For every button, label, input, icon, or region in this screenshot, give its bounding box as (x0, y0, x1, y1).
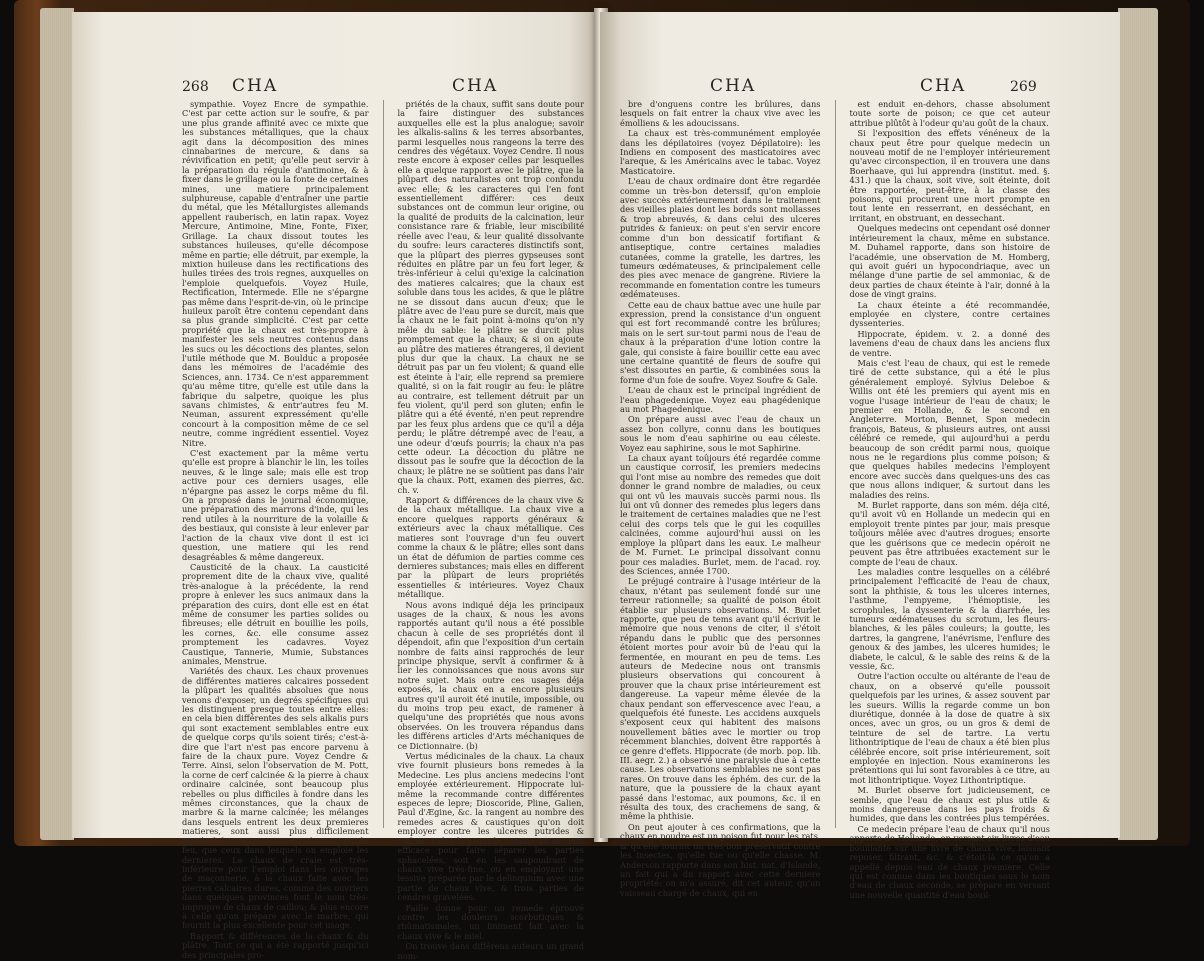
left-head-1: CHA (232, 76, 279, 96)
paragraph: Variétés des chaux. Les chaux provenues de différentes matieres calcaires possedent la plûpart les qualités absolues que nous venons d'exposer, un degrés spécifiques qui les distinguent presque toutes entre elles: en cela bien différentes des sels alkalis purs qui sont exactement semblables entre eux de quelque corps qu'ils soient tirés; c'est-à-dire que l'art n'est pas encore parvenu à faire de la chaux pure. Voyez Cendre & Terre. Ainsi, selon l'observation de M. Pott, la corne de cerf calcinée & la pierre à chaux ordinaire calcinée, sont beaucoup plus rebelles ou plus difficiles à fondre dans les mêmes circonstances, que la chaux de marbre & la marne calcinée; les mélanges dans lesquels entrent les deux premieres matieres, sont aussi plus difficilement portés à la transparence par le secours du feu, que ceux dans lesquels on emploie les dernieres. La chaux de craie est très-inférieure pour l'emploi dans les ouvrages de maçonnerie, à la chaux faite avec les pierres calcaires dures, comme des ouvriers dans quelques provinces font le nom très-impropre de chaux de caillou; & plus encore à celle qu'on prépare avec le marbre, qui fournit la plus excellente pour cet usage. (182, 666, 369, 931)
right-head-2: CHA (920, 76, 967, 96)
paragraph: On peut ajouter à ces confirmations, que la chaux en poudre est un poison fut pour les rats, & qu'elle fournit un très-bon préservatif contre les insectes, qu'elle tue ou qu'elle chasse. M. Anderson rapporte dans son hist. nat. d'Islande, un fait qui a du rapport avec cette derniere propriété: on m'a assuré, dit cet auteur, qu'un vaisseau chargé de chaux, qui en (620, 821, 821, 898)
paragraph: On prépare aussi avec l'eau de chaux un assez bon collyre, connu dans les boutiques sous le nom d'eau saphirine ou eau céleste. Voyez eau saphirine, sous le mot Saphirine. (620, 414, 821, 453)
paragraph: La chaux est très-communément employée dans les dépilatoires (voyez Dépilatoire): les Indiens en composent des masticatoires avec l'areque, & les Américains avec le tabac. Voyez Masticatoire. (620, 128, 821, 176)
left-page-number: 268 (182, 79, 209, 95)
paragraph: Mais c'est l'eau de chaux, qui est le remede tiré de cette substance, qui a été le plus généralement employé. Sylvius Deleboe & Willis ont été les premiers qui ayent mis en vogue l'usage intérieur de l'eau de chaux; le premier en Hollande, & le second en Angleterre. Morton, Bennet, Spon medecin françois, Bateus, & plusieurs autres, ont aussi célébré ce remede, qui aujourd'hui a perdu beaucoup de son crédit parmi nous, quoique nous ne le regardions plus comme poison; & que quelques habiles medecins l'employent encore avec succès dans quelques-uns des cas que nous allons indiquer, & surtout dans les maladies des reins. (849, 357, 1050, 500)
left-column-1 (182, 99, 369, 960)
paragraph: Rapport & différences de la chaux & du plâtre. Tout ce qui a été rapporté jusqu'ici des principales pro- (182, 930, 369, 960)
paragraph: Vertus médicinales de la chaux. La chaux vive fournit plusieurs bons remedes à la Medecine. Les plus anciens medecins l'ont employée extérieurement. Hippocrate lui-même la recommande contre différentes especes de lepre; Dioscoride, Pline, Galien, Paul d'Ægine, &c. la rangent au nombre des remedes acres & caustiques qu'on doit employer contre les ulceres putrides & malins. Celse la regarde comme un secours efficace pour faire séparer les parties sphacelées, soit en les saupoudrant de chaux vive très-fine, ou en employant une lessive préparée par le delinquium avec une partie de chaux vive, & trois parties de cendres gravelées. (397, 751, 584, 903)
paragraph: L'eau de chaux est le principal ingrédient de l'eau phagedenique. Voyez eau phagédenique au mot Phagedenique. (620, 385, 821, 414)
paragraph: Cette eau de chaux battue avec une huile par expression, prend la consistance d'un onguent qui est fort recommandé contre les brûlures; mais on le sert sur-tout parmi nous de l'eau de chaux à la préparation d'une lotion contre la gale, qui consiste à faire bouillir cette eau avec une certaine quantité de fleurs de soufre qui s'est dissoutes en partie, & combinées sous la forme d'un foie de soufre. Voyez Soufre & Gale. (620, 299, 821, 385)
left-running-head (72, 76, 600, 98)
paragraph: Quelques medecins ont cependant osé donner intérieurement la chaux, même en substance. M. Duhamel rapporte, dans son histoire de l'académie, une observation de M. Homberg, qui avoit guéri un hypocondriaque, avec un mélange d'une partie de sel ammoniac, & de deux parties de chaux éteinte à l'air, donné à la dose de vingt grains. (849, 223, 1050, 300)
right-columns (620, 99, 1050, 900)
paragraph: Rapport & différences de la chaux vive & de la chaux métallique. La chaux vive a encore quelques rapports généraux & extérieurs avec la chaux métallique. Ces matieres sont l'ouvrage d'un feu ouvert comme la chaux & le plâtre; elles sont dans un état de défumion de parties comme ces dernieres substances; mais elles en different par la plûpart de leurs propriétés essentielles & intérieures. Voyez Chaux métallique. (397, 495, 584, 600)
left-page (72, 12, 600, 961)
paragraph: On trouve dans différens auteurs un grand nom- (397, 941, 584, 961)
paragraph: Faille donne pour un remede éprouvé contre les douleurs scorbutiques & rhûmatismales, un liniment fait avec la chaux vive & le miel. (397, 902, 584, 941)
paragraph: M. Burlet rapporte, dans son mém. déja cité, qu'il avoit vû en Hollande un medecin qui en employoit trente pintes par jour, mais presque toûjours mêlée avec d'autres drogues; ensorte que les guérisons que ce medecin opéroit ne peuvent pas être attribuées exactement sur le compte de l'eau de chaux. (849, 500, 1050, 567)
right-column-1 (620, 99, 821, 898)
right-page-number: 269 (1010, 79, 1037, 95)
paragraph: Hippocrate, épidem. v. 2. a donné des lavemens d'eau de chaux dans les anciens flux de ventre. (849, 328, 1050, 358)
column-rule (835, 100, 836, 828)
paragraph: priétés de la chaux, suffit sans doute pour la faire distinguer des substances auxquelles elle est la plus analogue; savoir les alkalis-salins & les terres absorbantes, parmi lesquelles nous rangeons la terre des cendres des végétaux. Voyez Cendre. Il nous reste encore à exposer celles par lesquelles elle a quelque rapport avec le plâtre, que la plûpart des naturalistes ont trop confondu avec elle; & les caracteres qui l'en font essentiellement différer: ces deux substances ont de commun leur origine, ou la qualité de produits de la calcination, leur consistance rare & friable, leur miscibilité réelle avec l'eau, & leur qualité dissolvante du soufre: leurs caracteres distinctifs sont, que la plûpart des pierres gypseuses sont réduites en plâtre par un feu fort leger, & très-inférieur à celui qu'exige la calcination des matieres calcaires; que la chaux est soluble dans tous les acides, & que le plâtre ne se dissout dans aucun d'eux; que le plâtre avec de l'eau pure se durcit, mais que la chaux ne le fait point à-moins qu'on n'y mêle du sable: le plâtre se durcit plus promptement que la chaux; & si on ajoute au plâtre des matieres étrangeres, il devient plus dur que la chaux. La chaux ne se détruit pas par un feu violent; & quand elle est éteinte à l'air, elle reprend sa premiere qualité, si on la fait rougir au feu: le plâtre au contraire, est tellement détruit par un feu violent, qu'il perd son gluten; enfin le plâtre qui a été éventé, n'en peut reprendre par les feux plus ardens que ce qu'il a déja perdu; le plâtre détrempé avec de l'eau, a une odeur d'œufs pourris; la chaux n'a pas cette odeur. La décoction du plâtre ne dissout pas le soufre que la décoction de la chaux; le plâtre ne se soûtient pas dans l'air que la chaux. Pott, examen des pierres, &c. ch. v. (397, 99, 584, 495)
paragraph: Le préjugé contraire à l'usage intérieur de la chaux, n'étant pas seulement fondé sur une terreur rationnelle; sa qualité de poison étoit établie sur plusieurs observations. M. Burlet rapporte, que peu de tems avant qu'il écrivit le mémoire que nous venons de citer, il s'étoit répandu dans le public que des personnes étoient mortes pour avoir bû de l'eau qui la fermentée, en mourant en peu de tems. Les auteurs de Medecine nous ont transmis plusieurs observations qui concourent à prouver que la chaux prise intérieurement est dangereuse. La vapeur même élevée de la chaux pendant son effervescence avec l'eau, a quelquefois été funeste. Les accidens auxquels s'exposent ceux qui habitent des maisons nouvellement bâties avec le mortier ou trop récemment blanchies, doivent être rapportés à ce genre d'effets. Hippocrate (de morb. pop. lib. III. aegr. 2.) a observé une paralysie due à cette cause. Les observations semblables ne sont pas rares. On trouve dans les éphém. des cur. de la nature, que la poussiere de la chaux ayant passé dans l'estomac, aux poumons, &c. il en résulta des toux, des crachemens de sang, & même la phthisie. (620, 576, 821, 822)
column-rule (383, 100, 384, 828)
right-running-head (600, 76, 1120, 98)
left-page-edges (40, 8, 74, 840)
right-page-edges (1118, 8, 1158, 840)
paragraph: M. Burlet observe fort judicieusement, ce semble, que l'eau de chaux est plus utile & moins dangereuse dans les pays froids & humides, que dans les contrées plus tempérées. (849, 785, 1050, 824)
paragraph: L'eau de chaux ordinaire dont être regardée comme un très-bon deterssif, qu'on emploie avec succès extérieurement dans le traitement des vieilles plaies dont les bords sont mollasses & trop abreuvés, & dans celui des ulceres putrides & fanieux: on peut s'en servir encore comme d'un bon dessicatif fortifiant & antiseptique, contre certaines maladies cutanées, comme la gratelle, les dartres, les tumeurs œdémateuses, & principalement celle des pies avec menace de gangrene. Riviere la recommande en fomentation contre les tumeurs œdémateuses. (620, 176, 821, 300)
paragraph: La chaux éteinte a été recommandée, employée en clystere, contre certaines dyssenteries. (849, 299, 1050, 329)
left-head-2: CHA (452, 76, 499, 96)
left-column-2 (397, 99, 585, 961)
right-head-1: CHA (710, 76, 757, 96)
paragraph: Ce medecin prépare l'eau de chaux qu'il nous apporte de Hollande, en versant six livres d'eau bouillante sur une livre de chaux vive, laissant reposer, filtrant, &c. & c'étoit-là ce qu'on a appellé depuis eau de chaux premiere. Celle qui est connue dans les boutiques sous le nom d'eau de chaux seconde, se prépare en versant une nouvelle quantité d'eau bouil- (849, 823, 1050, 900)
paragraph: Outre l'action occulte ou altérante de l'eau de chaux, on a observé qu'elle poussoit quelquefois par les urines, & assez souvent par les sueurs. Willis la regarde comme un bon diurétique, donnée à la dose de quatre à six onces, avec un gros, ou un gros & demi de teinture de sel de tartre. La vertu lithontriptique de l'eau de chaux a été bien plus célébrée encore, soit prise intérieurement, soit employée en injection. Nous examinerons les prétentions qui lui sont favorables à ce titre, au mot lithontriptique. Voyez Lithontriptique. (849, 671, 1050, 785)
paragraph: sympathie. Voyez Encre de sympathie. C'est par cette action sur le soufre, & par une plus grande affinité avec ce mixte que les substances métalliques, que la chaux agit dans la décomposition des mines cinnabarines de mercure, & dans sa révivification en petit; qu'elle peut servir à la préparation du régule d'antimoine, & à fixer dans le grillage ou la fonte de certaines mines, une matiere principalement sulphureuse, capable d'entraîner une partie du métal, que les Métallurgistes allemands appellent rauberisch, en latin rapax. Voyez Mercure, Antimoine, Mine, Fonte, Fixer, Grillage. La chaux dissout toutes les substances huileuses, qu'elle décompose même en partie; elle détruit, par exemple, la mixtion huileuse dans les rectifications des huiles tirées des trois regnes, auxquelles on l'emploie quelquefois. Voyez Huile, Rectification, Intermede. Elle ne s'épargne pas même dans l'esprit-de-vin, où le principe huileux paroît être contenu cependant dans sa plus grande simplicité. C'est par cette propriété que la chaux est très-propre à manifester les sels neutres contenus dans les sucs ou les décoctions des plantes, selon l'utile méthode que M. Boulduc a proposée dans les mémoires de l'académie des Sciences, ann. 1734. Ce n'est apparemment qu'au même titre, qu'elle est utile dans la fabrique du salpetre, quoique les plus savans chimistes, & entr'autres feu M. Neuman, assurent expressément qu'elle concourt à la composition même de ce sel neutre, comme ingrédient essentiel. Voyez Nitre. (182, 99, 369, 448)
paragraph: bre d'onguens contre les brûlures, dans lesquels on fait entrer la chaux vive avec les émolliens & les adoucissans. (620, 99, 821, 128)
paragraph: Nous avons indiqué déja les principaux usages de la chaux, & nous les avons rapportés autant qu'il nous a été possible chacun à celle de ses propriétés dont il dépendoit, afin que l'exposition d'un certain nombre de faits ainsi rapprochés de leur principe physique, servît à confirmer & à lier les connoissances que nous avons sur notre sujet. Mais outre ces usages déja exposés, la chaux en a encore plusieurs autres qu'il auroit été inutile, impossible, ou du moins trop peu exact, de ramener à quelqu'une des propriétés que nous avons observées. On les trouvera répandus dans les différens articles d'Arts méchaniques de ce Dictionnaire. (b) (397, 599, 584, 751)
right-column-2 (849, 99, 1051, 900)
paragraph: Les maladies contre lesquelles on a célébré principalement l'efficacité de l'eau de chaux, sont la phthisie, & tous les ulceres internes, l'asthme, l'empyeme, l'hémoptisie, les scrophules, la dyssenterie & la diarrhée, les tumeurs œdémateuses du scrotum, les fleurs-blanches, & les pâles couleurs; la goutte, les dartres, la gangrene, l'anévrisme, l'enflure des genoux & des jambes, les ulceres humides; le diabete, le calcul, & le sable des reins & de la vessie, &c. (849, 566, 1050, 671)
left-columns (182, 99, 584, 961)
paragraph: Si l'exposition des effets vénéneux de la chaux peut être pour quelque medecin un nouveau motif de ne l'employer intérieurement qu'avec circonspection, il en trouvera une dans Boerhaave, qui lui apprendra (institut. med. §. 431.) que la chaux, soit vive, soit éteinte, doit être rapportée, peut-être, à la classe des poisons, qui procurent une mort prompte en tout lente en resserrant, en desséchant, en irritant, en obstruant, en dessechant. (849, 128, 1050, 223)
paragraph: C'est exactement par la même vertu qu'elle est propre à blanchir le lin, les toiles neuves, & le linge sale; mais elle est trop active pour ces derniers usages, elle n'épargne pas assez le corps même du fil. On a proposé dans le journal économique, une préparation des marrons d'inde, qui les rend utiles à la nourriture de la volaille & des bestiaux, qui consiste à leur enlever par l'action de la chaux vive dont il est ici question, une matiere qui les rend desagréables & même dangereux. (182, 448, 369, 562)
paragraph: Causticité de la chaux. La causticité proprement dite de la chaux vive, qualité très-analogue à la précédente, la rend propre à enlever les sucs animaux dans la préparation des cuirs, dont elle est en état même de consumer les parties solides ou fibreuses; elle détruit en bouillie les poils, les cornes, &c. elle consume assez promptement les cadavres. Voyez Caustique, Tannerie, Mumie, Substances animales, Menstrue. (182, 561, 369, 666)
right-page (600, 12, 1120, 900)
paragraph: La chaux ayant toûjours été regardée comme un caustique corrosif, les premiers medecins qui l'ont mise au nombre des remedes que doit donner le grand nombre de maladies, ou ceux qui ont vû les mauvais succès parmi nous. Ils lui ont vû donner des remedes plus legers dans le traitement de certaines maladies que ne l'est celui des corps tels que le gui les coquilles calcinées, comme aujourd'hui aussi on les employe la plûpart dans les eaux. Le malheur de M. Furnet. Le principal dissolvant connu pour ces maladies. Burlet, mem. de l'acad. roy. des Sciences, année 1700. (620, 453, 821, 576)
paragraph: est enduit en-dehors, chasse absolument toute sorte de poison; ce que cet auteur attribue plûtôt à l'odeur qu'au goût de la chaux. (849, 99, 1050, 128)
